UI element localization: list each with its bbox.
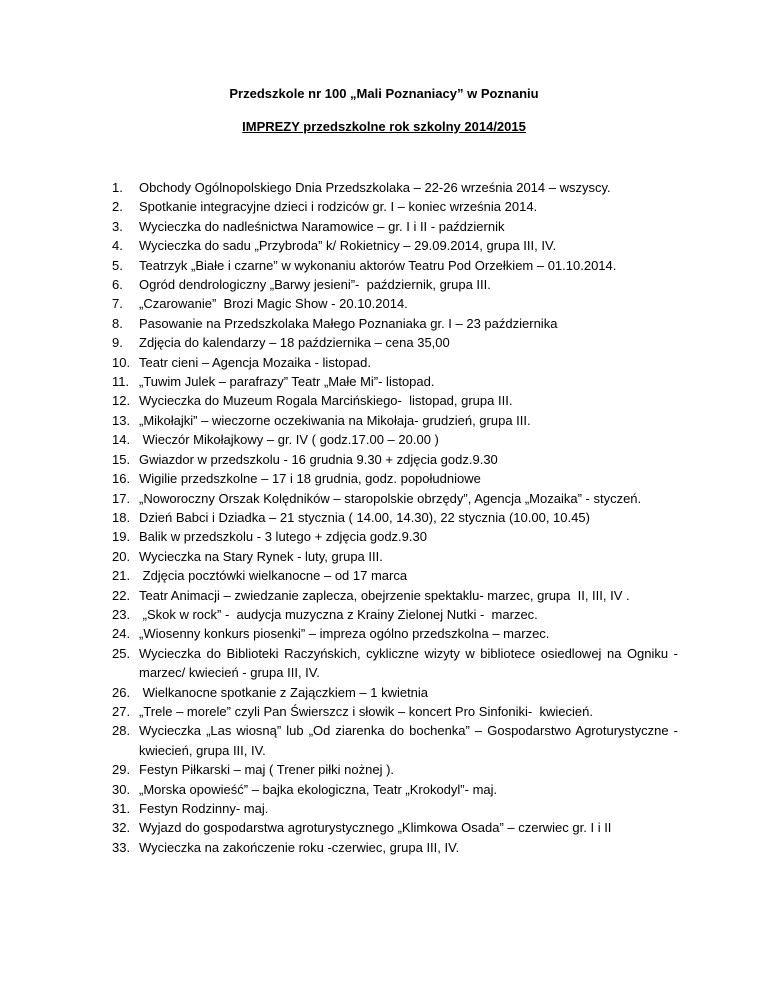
list-item-text: Ogród dendrologiczny „Barwy jesieni”- październik, grupa III.: [139, 277, 491, 293]
list-item-text: Zdjęcia pocztówki wielkanocne – od 17 marca: [139, 568, 408, 584]
list-item-text: „Wiosenny konkurs piosenki” – impreza ogólno przedszkolna – marzec.: [139, 626, 550, 642]
list-item-text: Wycieczka do Biblioteki Raczyńskich, cykliczne wizyty w bibliotece osiedlowej na Ogniku - marzec/ kwiecień - grupa III, IV.: [139, 645, 682, 681]
list-item-number: 18.: [112, 509, 131, 525]
list-item-number: 6.: [112, 277, 123, 293]
list-item-number: 14.: [112, 432, 131, 448]
list-item-text: „Trele – morele” czyli Pan Świerszcz i słowik – koncert Pro Sinfoniki- kwiecień.: [139, 703, 593, 719]
list-item-number: 9.: [112, 335, 123, 351]
list-item-number: 20.: [112, 548, 131, 564]
list-item: [112, 411, 678, 430]
list-item: [112, 217, 678, 236]
list-item: [112, 489, 678, 508]
events-list: [112, 178, 682, 857]
list-item: [112, 566, 678, 585]
list-item-number: 29.: [112, 762, 131, 778]
list-item-number: 23.: [112, 606, 131, 622]
list-item-text: Wycieczka do Muzeum Rogala Marcińskiego- listopad, grupa III.: [139, 393, 513, 409]
list-item: [112, 644, 682, 683]
list-item-number: 26.: [112, 684, 131, 700]
list-item-number: 33.: [112, 839, 131, 855]
list-item-text: Teatr cieni – Agencja Mozaika - listopad.: [139, 354, 371, 370]
list-item: [112, 275, 678, 294]
list-item: [112, 721, 682, 760]
list-item-text: Obchody Ogólnopolskiego Dnia Przedszkolaka – 22-26 września 2014 – wszyscy.: [139, 180, 611, 195]
list-item: [112, 178, 678, 197]
list-item-number: 2.: [112, 199, 123, 215]
list-item: [112, 294, 678, 313]
list-item-number: 3.: [112, 218, 123, 234]
list-item: [112, 683, 678, 702]
list-item-text: Dzień Babci i Dziadka – 21 stycznia ( 14.00, 14.30), 22 stycznia (10.00, 10.45): [139, 509, 590, 525]
list-item-number: 4.: [112, 238, 123, 254]
list-item: [112, 236, 678, 255]
list-item: [112, 586, 678, 605]
list-item-number: 22.: [112, 587, 131, 603]
list-item-number: 25.: [112, 645, 131, 661]
list-item-text: Wycieczka do sadu „Przybroda” k/ Rokietnicy – 29.09.2014, grupa III, IV.: [139, 238, 557, 254]
list-item: [112, 508, 678, 527]
list-item-text: Festyn Piłkarski – maj ( Trener piłki nożnej ).: [139, 762, 395, 778]
list-item-text: Gwiazdor w przedszkolu - 16 grudnia 9.30 + zdjęcia godz.9.30: [139, 451, 498, 467]
list-item-number: 15.: [112, 451, 131, 467]
list-item-text: „Tuwim Julek – parafrazy” Teatr „Małe Mi”- listopad.: [139, 374, 435, 390]
list-item-number: 27.: [112, 703, 131, 719]
list-item-number: 12.: [112, 393, 131, 409]
list-item-text: Wycieczka do nadleśnictwa Naramowice – gr. I i II - październik: [139, 218, 505, 234]
list-item-text: Wycieczka na Stary Rynek - luty, grupa III.: [139, 548, 383, 564]
list-item-text: Wycieczka „Las wiosną” lub „Od ziarenka do bochenka” – Gospodarstwo Agroturystyczne - kwiecień, grupa III, IV.: [139, 723, 682, 758]
list-item-text: Zdjęcia do kalendarzy – 18 października – cena 35,00: [139, 335, 450, 351]
list-item: [112, 256, 678, 275]
list-item: [112, 333, 678, 352]
list-item: [112, 430, 678, 449]
list-item-number: 24.: [112, 626, 131, 642]
list-item: [112, 702, 678, 721]
list-item: [112, 197, 678, 216]
list-item-text: „Skok w rock” - audycja muzyczna z Krainy Zielonej Nutki - marzec.: [139, 606, 538, 622]
list-item-number: 1.: [112, 180, 123, 195]
list-item: [112, 314, 678, 333]
list-item: [112, 469, 678, 488]
list-item: [112, 372, 678, 391]
page-title: IMPREZY przedszkolne rok szkolny 2014/2015: [242, 119, 526, 134]
school-name: Przedszkole nr 100 „Mali Poznaniacy” w Poznaniu: [229, 86, 539, 101]
list-item-number: 7.: [112, 296, 123, 312]
list-item: [112, 818, 678, 837]
list-item-number: 30.: [112, 781, 131, 797]
list-item-number: 10.: [112, 354, 131, 370]
list-item: [112, 605, 678, 624]
list-item-text: Spotkanie integracyjne dzieci i rodziców gr. I – koniec września 2014.: [139, 199, 538, 215]
list-item-text: Teatr Animacji – zwiedzanie zaplecza, obejrzenie spektaklu- marzec, grupa II, III, IV .: [139, 587, 630, 603]
list-item-text: Festyn Rodzinny- maj.: [139, 801, 269, 816]
list-item-number: 11.: [112, 374, 130, 390]
list-item-text: Teatrzyk „Białe i czarne” w wykonaniu aktorów Teatru Pod Orzełkiem – 01.10.2014.: [139, 257, 617, 273]
list-item-text: „Morska opowieść” – bajka ekologiczna, Teatr „Krokodyl”- maj.: [139, 781, 498, 797]
list-item: [112, 547, 678, 566]
list-item-text: Wycieczka na zakończenie roku -czerwiec, grupa III, IV.: [139, 839, 460, 855]
list-item: [112, 391, 678, 410]
list-item-text: Wigilie przedszkolne – 17 i 18 grudnia, godz. popołudniowe: [139, 471, 481, 487]
list-item-number: 17.: [112, 490, 131, 506]
list-item: [112, 799, 678, 818]
list-item-text: Balik w przedszkolu - 3 lutego + zdjęcia godz.9.30: [139, 529, 427, 545]
list-item: [112, 450, 678, 469]
list-item-number: 5.: [112, 257, 123, 273]
list-item-number: 32.: [112, 820, 131, 836]
list-item-number: 13.: [112, 412, 131, 428]
list-item-number: 21.: [112, 568, 131, 584]
list-item: [112, 780, 678, 799]
list-item-text: Wyjazd do gospodarstwa agroturystycznego „Klimkowa Osada” – czerwiec gr. I i II: [139, 820, 612, 836]
list-item-number: 16.: [112, 471, 131, 487]
list-item: [112, 760, 678, 779]
list-item: [112, 527, 678, 546]
list-item-text: „Czarowanie” Brozi Magic Show - 20.10.2014.: [139, 296, 408, 312]
list-item-text: „Noworoczny Orszak Kolędników – staropolskie obrzędy”, Agencja „Mozaika” - styczeń.: [139, 490, 642, 506]
list-item: [112, 624, 678, 643]
list-item-number: 31.: [112, 801, 131, 816]
list-item-text: „Mikołajki” – wieczorne oczekiwania na Mikołaja- grudzień, grupa III.: [139, 412, 531, 428]
list-item-text: Pasowanie na Przedszkolaka Małego Poznaniaka gr. I – 23 października: [139, 315, 558, 331]
list-item-text: Wielkanocne spotkanie z Zajączkiem – 1 kwietnia: [139, 684, 429, 700]
list-item: [112, 838, 678, 857]
list-item-number: 8.: [112, 315, 123, 331]
list-item-number: 19.: [112, 529, 131, 545]
list-item: [112, 353, 678, 372]
list-item-number: 28.: [112, 723, 131, 739]
list-item-text: Wieczór Mikołajkowy – gr. IV ( godz.17.00 – 20.00 ): [139, 432, 439, 448]
